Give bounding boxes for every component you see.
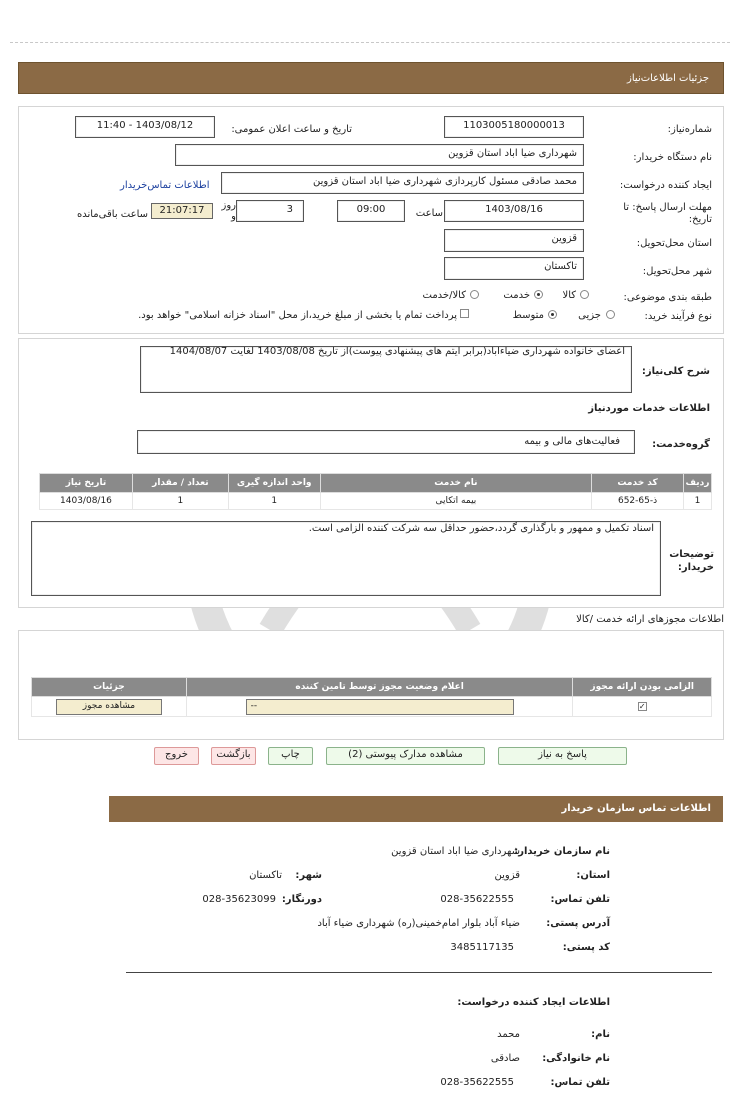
permit-required-checkbox[interactable]: ✓ bbox=[638, 701, 646, 711]
contact-city-value: تاکستان bbox=[249, 870, 282, 881]
days-label: روز و bbox=[221, 200, 236, 222]
deadline-date-field[interactable]: 1403/08/16 bbox=[444, 200, 584, 222]
process-medium-label: متوسط bbox=[512, 310, 544, 321]
need-number-label: شماره‌نیاز: bbox=[667, 124, 712, 135]
announce-date-field[interactable]: 1403/08/12 - 11:40 bbox=[75, 116, 215, 138]
days-field[interactable]: 3 bbox=[236, 200, 304, 222]
details-header bbox=[18, 62, 724, 94]
description-field[interactable]: اعضای خانواده شهرداری ضیاءاباد(برابر ایتم های پیشنهادی پیوست)از تاریخ 1403/08/08 لغایت 1404/08/07 bbox=[140, 346, 632, 393]
back-button[interactable]: بازگشت bbox=[211, 747, 256, 765]
creator-first-name-label: نام: bbox=[591, 1029, 610, 1040]
category-service-label: خدمت bbox=[503, 290, 530, 301]
cell-date: 1403/08/16 bbox=[40, 493, 133, 510]
deadline-time-field[interactable]: 09:00 bbox=[337, 200, 405, 222]
creator-field[interactable]: محمد صادقی مسئول کارپردازی شهرداری ضیا اباد استان قزوین bbox=[221, 172, 584, 194]
top-divider bbox=[10, 42, 730, 43]
contact-postal-label: کد پستی: bbox=[562, 942, 610, 953]
deadline-label: مهلت ارسال پاسخ: تا تاریخ: bbox=[623, 202, 712, 225]
category-goods-label: کالا bbox=[562, 290, 576, 301]
creator-phone-value: 028-35622555 bbox=[440, 1077, 514, 1088]
deadline-time-label: ساعت bbox=[415, 208, 443, 219]
category-service-radio[interactable] bbox=[534, 290, 543, 299]
print-button[interactable]: چاپ bbox=[268, 747, 313, 765]
cell-code: ذ-65-652 bbox=[592, 493, 684, 510]
city-field[interactable]: تاکستان bbox=[444, 257, 584, 280]
col-code: کد خدمت bbox=[592, 474, 684, 493]
exit-button[interactable]: خروج bbox=[154, 747, 199, 765]
process-minor-label: جزیی bbox=[578, 310, 601, 321]
buyer-org-field[interactable]: شهرداری ضیا اباد استان قزوین bbox=[175, 144, 584, 166]
process-minor-radio[interactable] bbox=[606, 310, 615, 319]
contact-org-label: نام سازمان خریدار: bbox=[514, 846, 610, 857]
contact-divider bbox=[126, 972, 712, 973]
category-both-radio[interactable] bbox=[470, 290, 479, 299]
city-label: شهر محل‌تحویل: bbox=[642, 266, 712, 277]
category-both-label: کالا/خدمت bbox=[422, 290, 466, 301]
service-group-label: گروه‌خدمت: bbox=[652, 439, 710, 450]
creator-info-title: اطلاعات ایجاد کننده درخواست: bbox=[457, 997, 610, 1008]
remaining-time-label: ساعت باقی‌مانده bbox=[76, 209, 148, 220]
need-number-field[interactable]: 1103005180000013 bbox=[444, 116, 584, 138]
category-label: طبقه بندی موضوعی: bbox=[623, 292, 712, 303]
treasury-payment-checkbox[interactable] bbox=[460, 309, 469, 318]
buyer-notes-label: توضیحات خریدار: bbox=[669, 549, 714, 573]
contact-phone-label: تلفن تماس: bbox=[550, 894, 610, 905]
contact-province-value: قزوین bbox=[494, 870, 520, 881]
service-group-field[interactable]: فعالیت‌های مالی و بیمه bbox=[137, 430, 635, 454]
col-qty: تعداد / مقدار bbox=[132, 474, 228, 493]
cell-qty: 1 bbox=[132, 493, 228, 510]
contact-fax-label: دورنگار: bbox=[281, 894, 322, 905]
contact-address-value: ضیاء آباد بلوار امام‌خمینی(ره) شهرداری ضیاء آباد bbox=[317, 918, 520, 929]
province-label: استان محل‌تحویل: bbox=[636, 238, 712, 249]
creator-label: ایجاد کننده درخواست: bbox=[619, 180, 712, 191]
description-label: شرح کلی‌نیاز: bbox=[641, 366, 710, 377]
col-name: نام خدمت bbox=[320, 474, 591, 493]
col-permit-status: اعلام وضعیت مجوز توسط تامین کننده bbox=[186, 678, 573, 697]
remaining-time-display: 21:07:17 bbox=[151, 203, 213, 219]
contact-fax-value: 028-35623099 bbox=[202, 894, 276, 905]
col-permit-details: جزئیات bbox=[32, 678, 187, 697]
reply-button[interactable]: پاسخ به نیاز bbox=[498, 747, 627, 765]
view-permit-button[interactable]: مشاهده مجوز bbox=[56, 699, 162, 715]
contact-postal-value: 3485117135 bbox=[450, 942, 514, 953]
process-medium-radio[interactable] bbox=[548, 310, 557, 319]
cell-name: بیمه اتکایی bbox=[320, 493, 591, 510]
services-title: اطلاعات خدمات موردنیاز bbox=[588, 403, 710, 414]
permits-title: اطلاعات مجوزهای ارائه خدمت /کالا bbox=[576, 614, 724, 625]
contact-header bbox=[109, 796, 723, 822]
contact-province-label: استان: bbox=[576, 870, 610, 881]
col-row: ردیف bbox=[684, 474, 712, 493]
province-field[interactable]: قزوین bbox=[444, 229, 584, 252]
permits-table-header bbox=[32, 678, 712, 697]
creator-last-name-value: صادقی bbox=[490, 1053, 520, 1064]
category-goods-radio[interactable] bbox=[580, 290, 589, 299]
buyer-contact-link[interactable]: اطلاعات تماس‌خریدار bbox=[120, 180, 210, 191]
col-unit: واحد اندازه گیری bbox=[228, 474, 320, 493]
attachments-button[interactable]: مشاهده مدارک پیوستی (2) bbox=[326, 747, 485, 765]
treasury-payment-note: پرداخت تمام یا بخشی از مبلغ خرید،از محل "اسناد خزانه اسلامی" خواهد بود. bbox=[138, 310, 457, 321]
table-row bbox=[32, 697, 712, 717]
contact-city-label: شهر: bbox=[295, 870, 322, 881]
details-header-title: جزئیات اطلاعات‌نیاز bbox=[627, 73, 709, 84]
table-row[interactable] bbox=[40, 493, 712, 510]
contact-org-value: شهرداری ضیا اباد استان قزوین bbox=[391, 846, 520, 857]
buyer-notes-field[interactable]: اسناد تکمیل و ممهور و بارگذاری گردد،حضور حداقل سه شرکت کننده الزامی است. bbox=[31, 521, 661, 596]
permit-status-field[interactable]: -- bbox=[246, 699, 514, 715]
creator-last-name-label: نام خانوادگی: bbox=[542, 1053, 610, 1064]
services-table-header bbox=[40, 474, 712, 493]
creator-first-name-value: محمد bbox=[497, 1029, 520, 1040]
cell-row: 1 bbox=[684, 493, 712, 510]
contact-phone-value: 028-35622555 bbox=[440, 894, 514, 905]
buyer-org-label: نام دستگاه خریدار: bbox=[633, 152, 712, 163]
process-label: نوع فرآیند خرید: bbox=[644, 311, 712, 322]
services-table bbox=[39, 473, 712, 510]
contact-address-label: آدرس پستی: bbox=[546, 918, 610, 929]
announce-date-label: تاریخ و ساعت اعلان عمومی: bbox=[231, 124, 352, 135]
col-date: تاریخ نیاز bbox=[40, 474, 133, 493]
permits-table bbox=[31, 677, 712, 717]
col-permit-required: الزامی بودن ارائه مجوز bbox=[573, 678, 712, 697]
cell-unit: 1 bbox=[228, 493, 320, 510]
creator-phone-label: تلفن تماس: bbox=[550, 1077, 610, 1088]
contact-header-title: اطلاعات تماس سازمان خریدار bbox=[561, 803, 711, 814]
